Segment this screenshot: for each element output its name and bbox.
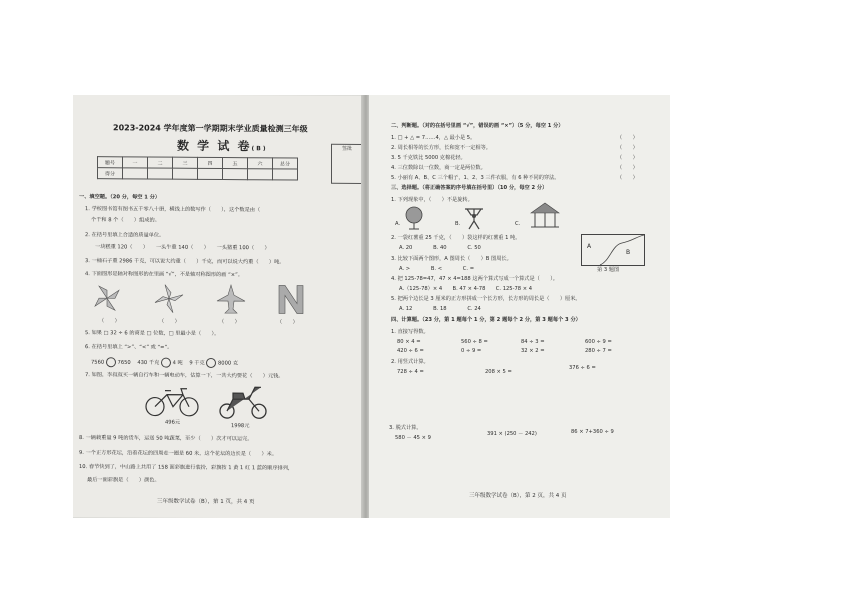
fan-image [403, 205, 425, 231]
figure-caption: 第 3 题图 [597, 267, 620, 273]
question-6-items: 7560 7650 430 千克 4 吨 9 千克 8000 克 [91, 357, 238, 368]
section-1-heading: 一、填空题。（20 分，每空 1 分） [79, 194, 161, 201]
exam-subtitle: 数 学 试 卷(B) [177, 138, 268, 154]
choice-4: 4. 把 125-78=47，47 × 4=188 这两个算式写成一个算式是（ ）。 [391, 276, 558, 282]
choice-5: 5. 把两个边长是 3 厘米的正方形拼成一个长方形，长方形的周长是（ ）厘米。 [391, 296, 581, 302]
calc-3-c: 86 × 7+360 ÷ 9 [571, 429, 614, 435]
choice-2-options: A. 20 B. 40 C. 50 [399, 245, 481, 251]
calc-1-r2-d: 280 ÷ 7 = [585, 348, 612, 354]
choice-1-opt-b: B. [455, 221, 461, 227]
score-table-cell: 六 [248, 158, 273, 169]
bicycle-image [143, 384, 203, 418]
judge-bracket-4: （ ） [617, 165, 638, 171]
page-2-footer: 三年级数学试卷（B），第 2 页，共 4 页 [469, 493, 567, 499]
question-1b: 个千和 8 个（ ）组成的。 [91, 217, 160, 224]
calc-1-r2-c: 32 × 2 = [521, 348, 545, 354]
judge-5: 5. 小丽有 A、B、C 三个帽子，1、2、3 三件衣服，有 6 种不同的穿法。 [391, 175, 560, 181]
question-4: 4. 下面图形是轴对称图形的在里画 “√”，不是轴对称图形的画 “×”。 [85, 271, 243, 279]
compare-circle [106, 357, 116, 367]
score-table-cell: 一 [123, 157, 148, 168]
choice-4-options: A.（125-78）× 4 B. 47 × 4-78 C. 125-78 × 4 [399, 286, 533, 292]
choice-5-options: A. 12 B. 18 C. 24 [399, 306, 481, 312]
judge-2: 2. 周长相等的长方形，长和宽不一定相等。 [391, 145, 491, 151]
calc-1-r2-b: 0 ÷ 9 = [461, 348, 482, 354]
q4-mark-1: （ ） [99, 318, 120, 325]
figure-label-b: B [626, 249, 631, 256]
weightlifter-image [463, 205, 485, 231]
score-table-cell: 三 [173, 157, 198, 168]
question-7: 7. 如图，李叔叔买一辆自行车和一辆电动车，估算一下，一共大约要花（ ）元钱。 [85, 372, 284, 380]
compare-circle [206, 358, 216, 368]
question-1a: 1. 学校图书馆有图书五千零八十册，横线上的数写作（ ），这个数是由（ [85, 206, 261, 214]
choice-3-options: A. > B. < C. = [399, 266, 475, 272]
calc-1-r1-a: 80 × 4 = [397, 339, 421, 345]
score-table-cell: 五 [223, 158, 248, 169]
score-table-cell: 总分 [273, 158, 298, 169]
question-6: 6. 在括号里填上 “>”、“<” 或 “=”。 [85, 344, 173, 351]
scooter-image [219, 381, 267, 421]
exam-title: 2023-2024 学年度第一学期期末学业质量检测三年级 [113, 123, 308, 134]
compare-circle [161, 358, 171, 368]
score-table-cell [198, 168, 223, 179]
question-3: 3. 一桶石子重 2986 千克，可以说大约重（ ）千克，而可以说大约重（ ）吨。 [85, 258, 285, 266]
scooter-price: 1998元 [231, 423, 250, 430]
choice-1-opt-c: C. [515, 221, 521, 227]
section-3-heading: 三、选择题。（将正确答案的序号填在括号里）（10 分，每空 2 分） [391, 185, 548, 191]
bicycle-price: 496元 [165, 419, 181, 426]
section-2-heading: 二、判断题。（对的在括号里画 “√”，错误的画 “×”）（5 分，每空 1 分） [391, 123, 564, 129]
q4-mark-2: （ ） [159, 318, 180, 325]
score-table-cell: 题号 [98, 157, 123, 168]
score-table-cell [173, 168, 198, 179]
calc-1-r2-a: 420 ÷ 6 = [397, 348, 424, 354]
judge-bracket-1: （ ） [617, 135, 638, 141]
calc-2: 2. 用竖式计算。 [391, 359, 429, 365]
q4-mark-4: （ ） [277, 319, 298, 326]
question-2: 2. 在括号里填上合适的质量单位。 [85, 232, 165, 239]
judge-bracket-5: （ ） [617, 175, 638, 181]
score-table-cell [273, 169, 298, 180]
question-10a: 10. 春节快到了，中山路上共用了 158 面彩旗进行装扮，彩旗按 1 黄 1 红 1 蓝的顺序排列， [79, 464, 294, 472]
airplane-figure [217, 285, 245, 313]
windmill-figure [155, 285, 183, 313]
question-10b: 最后一面彩旗是（ ）颜色。 [87, 477, 160, 484]
exam-page-1 [73, 95, 365, 518]
calc-3-a: 580 － 45 × 9 [395, 435, 431, 441]
score-table-cell: 四 [198, 157, 223, 168]
question-5: 5. 如果 □ 32 ÷ 6 的商是 □ 位数，□ 里最小是（ ）。 [85, 330, 220, 338]
figure-label-a: A [587, 243, 592, 250]
question-8: 8. 一辆载重量 9 吨的货车，运送 50 吨蔬菜，至少（ ）次才可以运完。 [79, 435, 253, 443]
page-1-footer: 三年级数学试卷（B），第 1 页，共 4 页 [157, 498, 255, 506]
choice-2: 2. 一袋红薯重 25 千克，（ ）袋这样的红薯重 1 吨。 [391, 235, 521, 241]
question-9: 9. 一个正方形花坛，沿着花坛的四周走一圈是 60 米，这个花坛的边长是（ ）米。 [79, 450, 278, 458]
judge-1: 1. □ + △ = 7……4，△ 最小是 5。 [391, 135, 476, 141]
score-table-cell [223, 169, 248, 180]
perimeter-figure [581, 234, 645, 266]
choice-1-opt-a: A. [395, 221, 401, 227]
judge-bracket-2: （ ） [617, 145, 638, 151]
calc-1-r1-d: 600 ÷ 9 = [585, 339, 612, 345]
section-4-heading: 四、计算题。（23 分，第 1 题每个 1 分，第 2 题每个 2 分，第 3 题每个 3 分） [391, 317, 581, 323]
calc-1: 1. 直接写得数。 [391, 329, 429, 335]
letter-n-figure [279, 285, 303, 313]
choice-3: 3. 比较下面两个图形，A 图周长（ ）B 图周长。 [391, 256, 512, 262]
exam-photo [73, 95, 670, 518]
seal-box: 签批 [331, 144, 363, 184]
calc-3-b: 391 × (250 － 242) [487, 431, 537, 437]
score-table-cell [123, 168, 148, 179]
calc-2-a: 728 ÷ 4 = [397, 369, 424, 375]
score-table-cell [248, 169, 273, 180]
calc-2-c: 376 ÷ 6 = [569, 365, 596, 371]
choice-1: 1. 下列现象中，（ ）不是旋转。 [391, 197, 473, 203]
score-table-cell [148, 168, 173, 179]
judge-3: 3. 5 千克铁比 5000 克棉花轻。 [391, 155, 466, 161]
symmetry-figures [93, 282, 323, 318]
calc-1-r1-b: 560 ÷ 8 = [461, 339, 488, 345]
judge-4: 4. 三位数除以一位数，商一定是两位数。 [391, 165, 486, 171]
q4-mark-3: （ ） [219, 319, 240, 326]
calc-2-b: 208 × 5 = [485, 369, 512, 375]
score-table-cell: 二 [148, 157, 173, 168]
question-2-items: 一块糕重 120（ ） 一头牛重 140（ ） 一头猪重 100（ ） [95, 244, 270, 252]
calc-3: 3. 脱式计算。 [389, 425, 422, 431]
pinwheel-figure [95, 286, 119, 310]
exam-page-2 [369, 95, 670, 518]
score-table-cell: 得分 [98, 168, 123, 179]
carousel-image [529, 201, 561, 231]
judge-bracket-3: （ ） [617, 155, 638, 161]
score-table [97, 156, 298, 180]
calc-1-r1-c: 84 ÷ 3 = [521, 339, 545, 345]
